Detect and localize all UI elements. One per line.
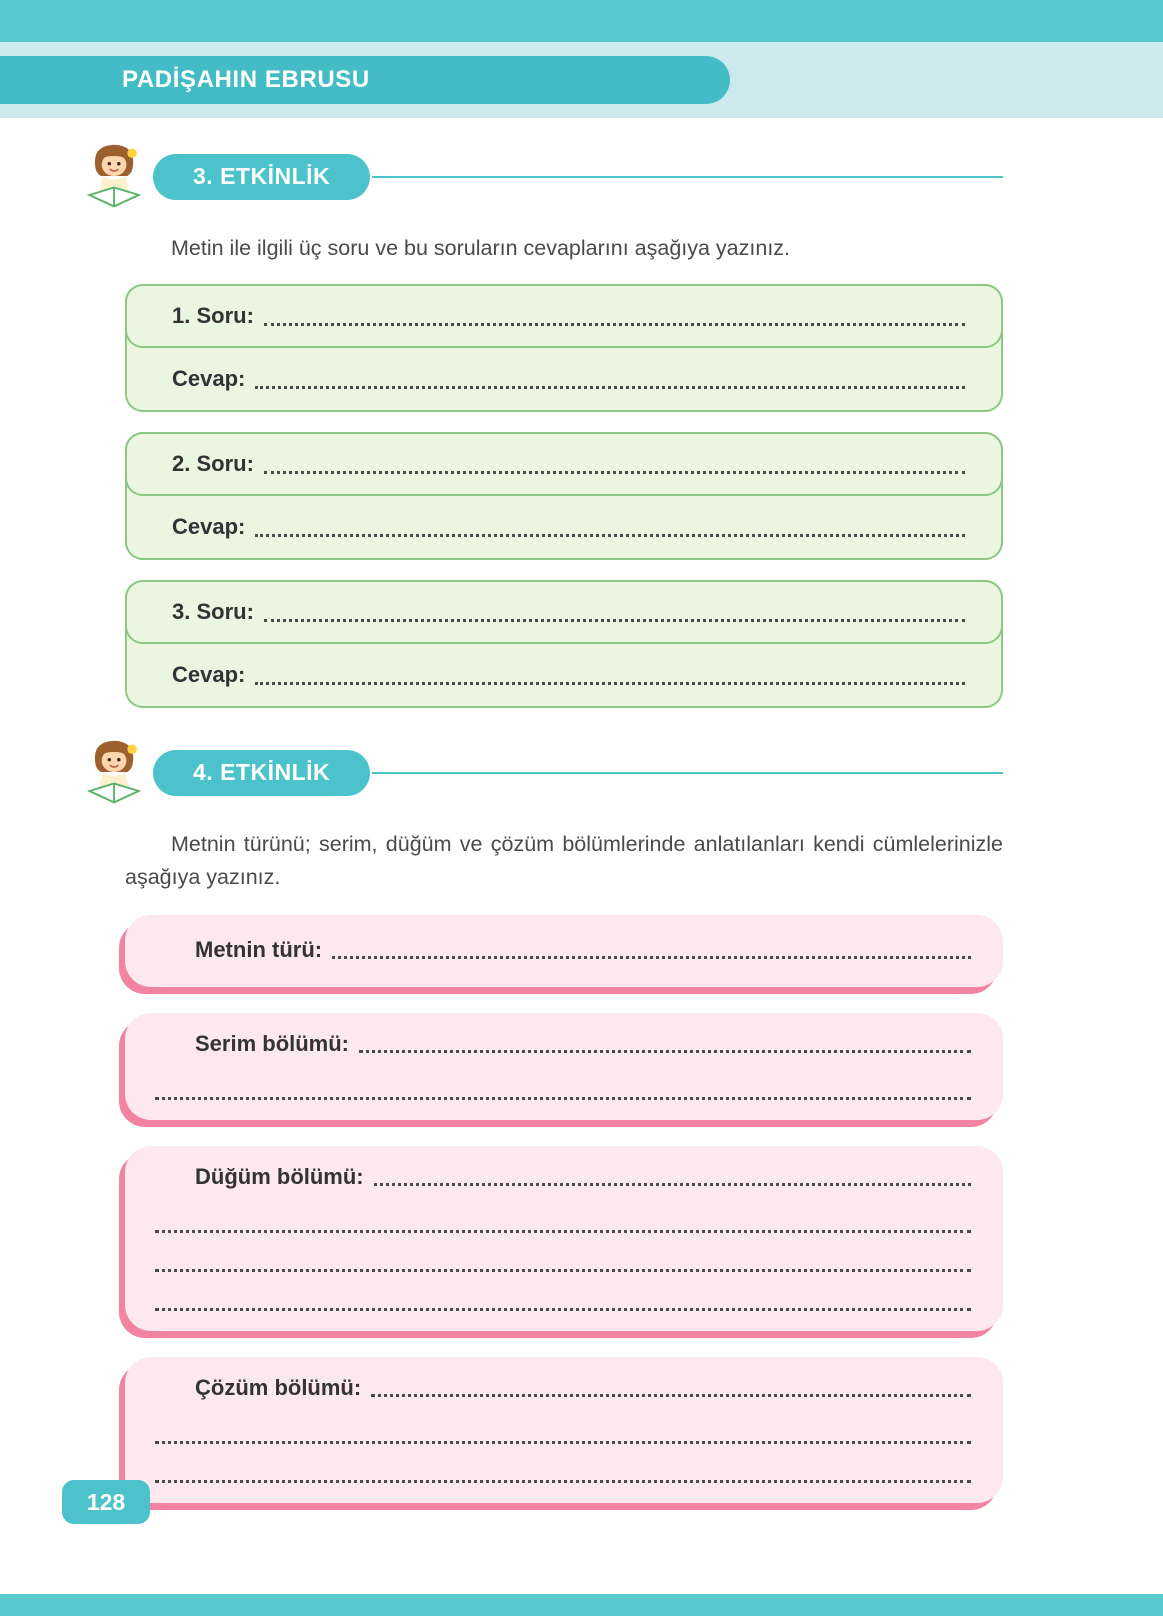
field-write-line (155, 1272, 971, 1311)
chapter-title: PADİŞAHIN EBRUSU (122, 66, 370, 93)
activity3-instruction: Metin ile ilgili üç soru ve bu soruların cevaplarını aşağıya yazınız. (171, 236, 791, 260)
field-box-dugum (125, 1146, 1003, 1331)
question-write-line (264, 307, 965, 326)
field-box-cozum (125, 1357, 1003, 1503)
girl-mascot-icon (81, 736, 149, 810)
field-label: Serim bölümü: (195, 1030, 350, 1056)
activity4-rule-line (372, 772, 1003, 774)
field-write-line (374, 1167, 971, 1186)
page-number-badge: 128 (62, 1480, 150, 1524)
field-write-line (155, 1233, 971, 1272)
girl-mascot-icon (81, 140, 149, 214)
activity4-header (81, 736, 1003, 810)
field-write-line (155, 1194, 971, 1233)
activity3-rule-line (372, 176, 1003, 178)
answer-label: Cevap: (172, 514, 246, 540)
question-box-2 (125, 432, 1003, 560)
activity4-pill: 4. ETKİNLİK (153, 750, 370, 796)
answer-label: Cevap: (172, 366, 246, 392)
question-label: 2. Soru: (172, 451, 254, 477)
field-write-line (155, 1444, 971, 1483)
chapter-title-ribbon (0, 56, 730, 104)
activity3-pill: 3. ETKİNLİK (153, 154, 370, 200)
question-write-line (264, 603, 965, 622)
answer-row (127, 348, 1001, 410)
field-row (155, 1371, 971, 1405)
bottom-decoration-bar (0, 1594, 1163, 1616)
field-row (155, 1160, 971, 1194)
field-write-line (359, 1034, 971, 1053)
field-write-line (332, 940, 971, 959)
answer-label: Cevap: (172, 662, 246, 688)
field-box-metnin-turu (125, 915, 1003, 987)
question-box-3 (125, 580, 1003, 708)
answer-write-line (255, 370, 965, 389)
field-write-line (155, 1061, 971, 1100)
question-label: 1. Soru: (172, 303, 254, 329)
top-decoration-bar (0, 0, 1163, 42)
answer-write-line (255, 666, 965, 685)
activity3-header (81, 140, 1003, 214)
header-band (0, 42, 1163, 118)
question-label: 3. Soru: (172, 599, 254, 625)
activity4-instruction: Metnin türünü; serim, düğüm ve çözüm bölümlerinde anlatılanları kendi cümlelerinizle aşağıya yazınız. (125, 832, 1003, 889)
question-row (125, 432, 1003, 496)
field-label: Düğüm bölümü: (195, 1163, 364, 1189)
field-label: Çözüm bölümü: (195, 1374, 362, 1400)
answer-write-line (255, 518, 965, 537)
page-content (0, 140, 1163, 1503)
field-label: Metnin türü: (195, 936, 323, 962)
field-write-line (371, 1378, 971, 1397)
question-row (125, 580, 1003, 644)
field-row (155, 933, 971, 967)
field-row (155, 1027, 971, 1061)
answer-row (127, 496, 1001, 558)
question-box-1 (125, 284, 1003, 412)
question-write-line (264, 455, 965, 474)
field-write-line (155, 1405, 971, 1444)
answer-row (127, 644, 1001, 706)
question-row (125, 284, 1003, 348)
field-box-serim (125, 1013, 1003, 1120)
